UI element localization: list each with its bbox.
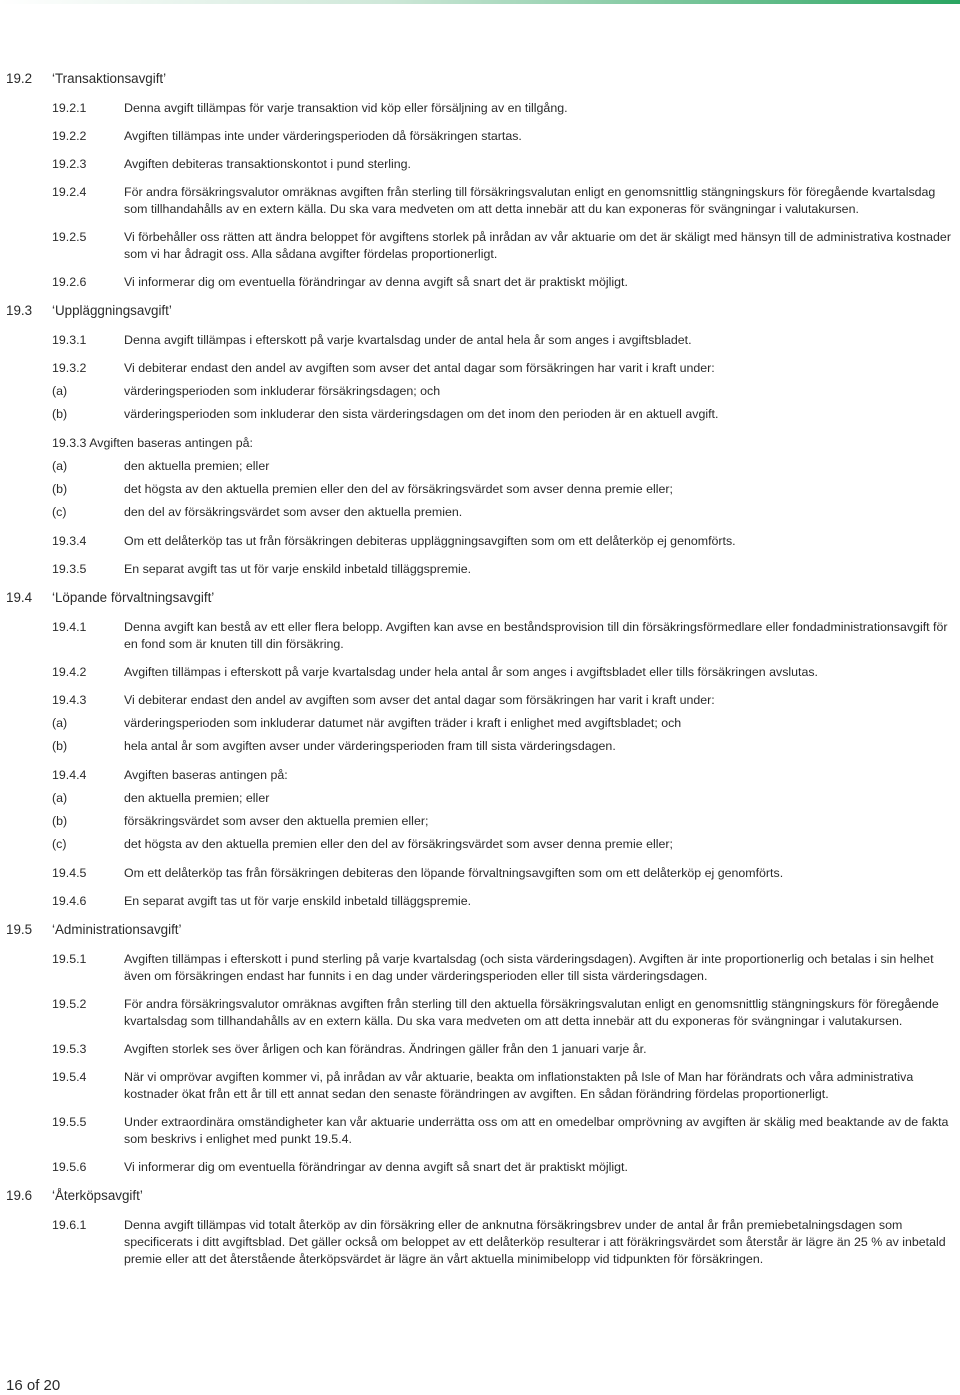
paragraph-number: 19.2.3 bbox=[52, 157, 87, 171]
document-body bbox=[0, 70, 960, 1279]
paragraph-19-4-3 bbox=[0, 692, 960, 709]
paragraph-number: 19.3.5 bbox=[52, 562, 87, 576]
paragraph-text: Avgiften tillämpas i efterskott på varje kvartalsdag under hela antal år som anges i avgiftsbladet eller tills försäkringen avslutas. bbox=[124, 665, 819, 679]
paragraph-19-3-1 bbox=[0, 332, 960, 349]
paragraph-number: 19.2.2 bbox=[52, 129, 87, 143]
paragraph-text: Om ett delåterköp tas från försäkringen debiteras den löpande förvaltningsavgiften som om ett delåterköp ej genomförts. bbox=[124, 866, 784, 880]
paragraph-text: Vi informerar dig om eventuella förändringar av denna avgift så snart det är praktiskt möjligt. bbox=[124, 1160, 628, 1174]
list-item-text: värderingsperioden som inkluderar datumet när avgiften träder i kraft i enlighet med avgiftsbladet; och bbox=[124, 716, 682, 730]
paragraph-number: 19.4.5 bbox=[52, 866, 87, 880]
list-item bbox=[0, 738, 960, 755]
paragraph-19-2-5 bbox=[0, 229, 960, 263]
section-title: ‘Löpande förvaltningsavgift’ bbox=[52, 590, 215, 605]
section-number: 19.5 bbox=[6, 922, 33, 937]
list-item-letter: (b) bbox=[52, 407, 68, 421]
list-item-text: det högsta av den aktuella premien eller den del av försäkringsvärdet som avser denna premie eller; bbox=[124, 837, 673, 851]
paragraph-19-5-2 bbox=[0, 996, 960, 1030]
paragraph-number: 19.5.2 bbox=[52, 997, 87, 1011]
section-title: ‘Administrationsavgift’ bbox=[52, 922, 182, 937]
paragraph-text: Denna avgift tillämpas i efterskott på varje kvartalsdag under de antal hela år som anges i avgiftsbladet. bbox=[124, 333, 692, 347]
paragraph-number: 19.5.1 bbox=[52, 952, 87, 966]
page-number: 16 of 20 bbox=[6, 1377, 61, 1394]
list-item-letter: (b) bbox=[52, 739, 68, 753]
list-item-text: den aktuella premien; eller bbox=[124, 791, 270, 805]
paragraph-19-2-2 bbox=[0, 128, 960, 145]
paragraph-text: En separat avgift tas ut för varje enskild inbetald tilläggspremie. bbox=[124, 562, 472, 576]
paragraph-text: Vi debiterar endast den andel av avgiften som avser det antal dagar som försäkringen har varit i kraft under: bbox=[124, 693, 715, 707]
paragraph-number: 19.4.2 bbox=[52, 665, 87, 679]
paragraph-19-2-6 bbox=[0, 274, 960, 291]
section-19-4-heading bbox=[0, 589, 960, 607]
paragraph-text: Avgiften debiteras transaktionskontot i pund sterling. bbox=[124, 157, 411, 171]
section-19-6-heading bbox=[0, 1187, 960, 1205]
paragraph-19-4-5 bbox=[0, 865, 960, 882]
list-item bbox=[0, 836, 960, 853]
paragraph-19-4-2 bbox=[0, 664, 960, 681]
paragraph-text: Under extraordinära omständigheter kan vår aktuarie underrätta oss om att en omedelbar omprövning av avgiften är skälig med beaktande av de fakta som beskrivs i enlighet med punkt 19.5.4. bbox=[124, 1115, 949, 1146]
list-item-text: försäkringsvärdet som avser den aktuella premien eller; bbox=[124, 814, 429, 828]
section-number: 19.4 bbox=[6, 590, 33, 605]
paragraph-19-5-6 bbox=[0, 1159, 960, 1176]
paragraph-number: 19.3.4 bbox=[52, 534, 87, 548]
list-item bbox=[0, 715, 960, 732]
paragraph-number: 19.2.1 bbox=[52, 101, 87, 115]
paragraph-19-5-5 bbox=[0, 1114, 960, 1148]
paragraph-number: 19.6.1 bbox=[52, 1218, 87, 1232]
paragraph-number: 19.4.4 bbox=[52, 768, 87, 782]
list-item bbox=[0, 481, 960, 498]
list-item-letter: (c) bbox=[52, 837, 67, 851]
paragraph-text: Avgiften tillämpas i efterskott i pund sterling på varje kvartalsdag (och sista värderingsdagen). Avgiften är inte proportionerlig och betalas i sin helhet även om försäkringen endast har funnits i en dag under värderingsperioden eller till sista värderingsdagen. bbox=[124, 952, 934, 983]
paragraph-19-4-4 bbox=[0, 767, 960, 784]
list-item bbox=[0, 504, 960, 521]
paragraph-text: 19.3.3 Avgiften baseras antingen på: bbox=[52, 436, 253, 450]
paragraph-number: 19.3.2 bbox=[52, 361, 87, 375]
section-19-5-heading bbox=[0, 921, 960, 939]
section-number: 19.3 bbox=[6, 303, 33, 318]
paragraph-number: 19.4.6 bbox=[52, 894, 87, 908]
paragraph-text: För andra försäkringsvalutor omräknas avgiften från sterling till försäkringsvalutan enligt en genomsnittlig stängningskurs för föregående kvartalsdag som tillhandahålls av en extern källa. Du ska vara medveten om att detta innebär att du kan exponeras för svängningar i valutakursen. bbox=[124, 185, 936, 216]
list-item-text: hela antal år som avgiften avser under värderingsperioden fram till sista värderingsdagen. bbox=[124, 739, 616, 753]
paragraph-19-5-1 bbox=[0, 951, 960, 985]
paragraph-text: Avgiften storlek ses över årligen och kan förändras. Ändringen gäller från den 1 januari varje år. bbox=[124, 1042, 647, 1056]
list-item-text: värderingsperioden som inkluderar försäkringsdagen; och bbox=[124, 384, 441, 398]
paragraph-number: 19.4.3 bbox=[52, 693, 87, 707]
section-title: ‘Uppläggningsavgift’ bbox=[52, 303, 172, 318]
paragraph-19-3-5 bbox=[0, 561, 960, 578]
section-title: ‘Återköpsavgift’ bbox=[52, 1188, 143, 1203]
list-item-letter: (b) bbox=[52, 482, 68, 496]
list-item-letter: (c) bbox=[52, 505, 67, 519]
paragraph-19-4-1 bbox=[0, 619, 960, 653]
paragraph-19-3-2 bbox=[0, 360, 960, 377]
section-number: 19.2 bbox=[6, 71, 33, 86]
paragraph-number: 19.5.4 bbox=[52, 1070, 87, 1084]
list-item-text: värderingsperioden som inkluderar den sista värderingsdagen om det inom den perioden är en aktuell avgift. bbox=[124, 407, 719, 421]
paragraph-text: En separat avgift tas ut för varje enskild inbetald tilläggspremie. bbox=[124, 894, 472, 908]
paragraph-text: Denna avgift tillämpas vid totalt återköp av din försäkring eller de anknutna försäkringsbrev under de antal år från premiebetalningsdagen som specificerats i ditt avgiftsblad. Det gäller också om beloppet av ett delåterköp resulterar i att föräkringsvärdet som återstår är lägre än 25 % av inbetald premie eller att det återstående återköpsvärdet är lägre än vårt aktuella minimibelopp vid tidpunkten för försäkringen. bbox=[124, 1218, 946, 1266]
paragraph-number: 19.5.5 bbox=[52, 1115, 87, 1129]
paragraph-text: Avgiften baseras antingen på: bbox=[124, 768, 288, 782]
paragraph-text: Denna avgift tillämpas för varje transaktion vid köp eller försäljning av en tillgång. bbox=[124, 101, 568, 115]
paragraph-number: 19.2.5 bbox=[52, 230, 87, 244]
list-item-letter: (a) bbox=[52, 716, 68, 730]
paragraph-number: 19.5.3 bbox=[52, 1042, 87, 1056]
paragraph-19-2-4 bbox=[0, 184, 960, 218]
paragraph-number: 19.2.6 bbox=[52, 275, 87, 289]
paragraph-19-5-4 bbox=[0, 1069, 960, 1103]
paragraph-19-3-4 bbox=[0, 533, 960, 550]
section-19-3-heading bbox=[0, 302, 960, 320]
list-item bbox=[0, 406, 960, 423]
paragraph-text: Denna avgift kan bestå av ett eller flera belopp. Avgiften kan avse en beståndsprovision till din försäkringsförmedlare eller fondadministrationsavgift för en fond som är knuten till din försäkring. bbox=[124, 620, 948, 651]
list-item bbox=[0, 458, 960, 475]
list-item bbox=[0, 813, 960, 830]
paragraph-19-3-3 bbox=[0, 435, 960, 452]
section-19-2-heading bbox=[0, 70, 960, 88]
list-item-letter: (a) bbox=[52, 384, 68, 398]
paragraph-19-5-3 bbox=[0, 1041, 960, 1058]
list-item bbox=[0, 790, 960, 807]
paragraph-number: 19.2.4 bbox=[52, 185, 87, 199]
paragraph-19-2-1 bbox=[0, 100, 960, 117]
list-item-text: det högsta av den aktuella premien eller den del av försäkringsvärdet som avser denna premie eller; bbox=[124, 482, 673, 496]
paragraph-19-6-1 bbox=[0, 1217, 960, 1268]
paragraph-number: 19.4.1 bbox=[52, 620, 87, 634]
paragraph-19-4-6 bbox=[0, 893, 960, 910]
section-number: 19.6 bbox=[6, 1188, 33, 1203]
paragraph-number: 19.5.6 bbox=[52, 1160, 87, 1174]
list-item-letter: (a) bbox=[52, 459, 68, 473]
list-item-text: den aktuella premien; eller bbox=[124, 459, 270, 473]
list-item-letter: (b) bbox=[52, 814, 68, 828]
paragraph-text: Vi förbehåller oss rätten att ändra beloppet för avgiftens storlek på inrådan av vår aktuarie om det är skäligt med hänsyn till de administrativa kostnader som vi har ådragit oss. Alla sådana avgifter fördelas proportionerligt. bbox=[124, 230, 951, 261]
paragraph-text: Om ett delåterköp tas ut från försäkringen debiteras uppläggningsavgiften som om ett delåterköp ej genomförts. bbox=[124, 534, 736, 548]
section-title: ‘Transaktionsavgift’ bbox=[52, 71, 167, 86]
paragraph-text: För andra försäkringsvalutor omräknas avgiften från sterling till den aktuella försäkringsvalutan enligt en genomsnittlig stängningskurs för föregående kvartalsdag som tillhandahålls av en extern källa. Du ska vara medveten om att detta innebär att du exponeras för svängningar i valutakursen. bbox=[124, 997, 939, 1028]
header-accent-bar bbox=[0, 0, 960, 4]
paragraph-text: När vi omprövar avgiften kommer vi, på inrådan av vår aktuarie, beakta om inflationstakten på Isle of Man har förändrats och våra administrativa kostnader ökat från ett år till ett annat sedan den senaste förändringen av avgiften. En sådan förändring fördelas proportionerligt. bbox=[124, 1070, 914, 1101]
paragraph-number: 19.3.1 bbox=[52, 333, 87, 347]
paragraph-text: Vi debiterar endast den andel av avgiften som avser det antal dagar som försäkringen har varit i kraft under: bbox=[124, 361, 715, 375]
list-item-text: den del av försäkringsvärdet som avser den aktuella premien. bbox=[124, 505, 463, 519]
paragraph-19-2-3 bbox=[0, 156, 960, 173]
paragraph-text: Vi informerar dig om eventuella förändringar av denna avgift så snart det är praktiskt möjligt. bbox=[124, 275, 628, 289]
list-item bbox=[0, 383, 960, 400]
paragraph-text: Avgiften tillämpas inte under värderingsperioden då försäkringen startas. bbox=[124, 129, 522, 143]
list-item-letter: (a) bbox=[52, 791, 68, 805]
